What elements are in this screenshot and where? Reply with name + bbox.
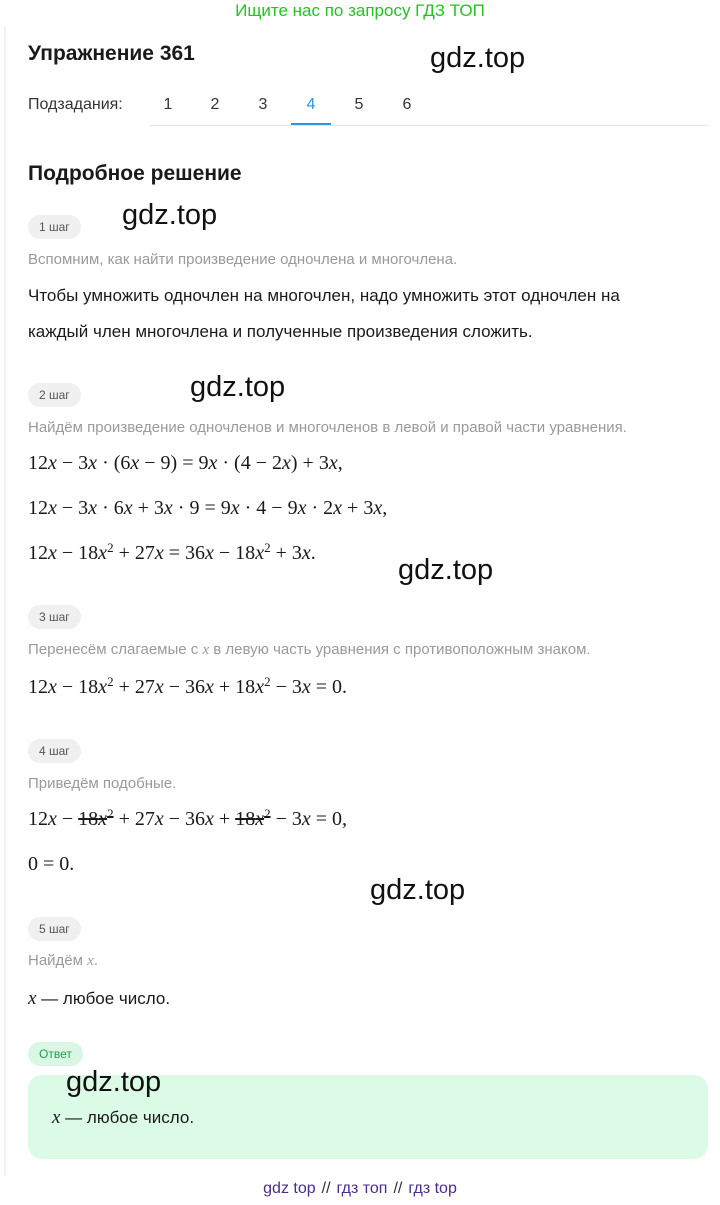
tab-subtask-1[interactable]: 1 <box>163 96 173 113</box>
step-1-hint: Вспомним, как найти произведение одночлена и многочлена. <box>28 251 458 268</box>
tab-subtask-4[interactable]: 4 <box>291 88 331 125</box>
footer-separator: // <box>393 1180 403 1197</box>
footer-link-gdz-top[interactable]: gdz top <box>263 1180 316 1197</box>
top-banner: Ищите нас по запросу ГДЗ ТОП <box>235 1 485 20</box>
footer-links <box>0 1180 720 1198</box>
tab-subtask-6[interactable]: 6 <box>402 96 412 113</box>
watermark: gdz.top <box>66 1066 162 1098</box>
footer-separator: // <box>321 1180 331 1197</box>
watermark: gdz.top <box>398 554 494 586</box>
exercise-title: Упражнение 361 <box>28 42 195 65</box>
tab-subtask-2[interactable]: 2 <box>210 96 220 113</box>
watermark: gdz.top <box>430 42 526 74</box>
answer-badge: Ответ <box>28 1042 83 1066</box>
step-4-equation-2: 0 = 0. <box>28 853 75 875</box>
step-1-badge: 1 шаг <box>28 215 81 239</box>
step-2-badge: 2 шаг <box>28 383 81 407</box>
watermark: gdz.top <box>370 874 466 906</box>
tab-subtask-3[interactable]: 3 <box>258 96 268 113</box>
step-3-hint: Перенесём слагаемые с x в левую часть уравнения с противоположным знаком. <box>28 641 591 658</box>
step-2-equation-2: 12x − 3x · 6x + 3x · 9 = 9x · 4 − 9x · 2x + 3x, <box>28 497 388 519</box>
tab-subtask-5[interactable]: 5 <box>354 96 364 113</box>
step-2-hint: Найдём произведение одночленов и многочленов в левой и правой части уравнения. <box>28 419 627 436</box>
subtasks-tabs <box>150 88 708 126</box>
answer-text: x — любое число. <box>52 1107 195 1128</box>
step-3-equation: $12x - 18x^2 + 27x - 36x + 18x^2 - 3x = 0$. <box>28 674 348 698</box>
step-5-badge: 5 шаг <box>28 917 81 941</box>
step-5-hint: Найдём x. <box>28 952 98 969</box>
watermark: gdz.top <box>122 199 218 231</box>
step-2-equation-3: $12x - 18x^2 + 27x = 36x - 18x^2 + 3x$. <box>28 540 316 564</box>
step-3-badge: 3 шаг <box>28 605 81 629</box>
step-2-equation-1: 12x − 3x · (6x − 9) = 9x · (4 − 2x) + 3x, <box>28 452 343 474</box>
step-5-result: x — любое число. <box>28 988 171 1009</box>
step-4-hint: Приведём подобные. <box>28 775 177 792</box>
solution-heading: Подробное решение <box>28 162 242 185</box>
step-1-text-line-1: Чтобы умножить одночлен на многочлен, надо умножить этот одночлен на <box>28 286 620 305</box>
subtasks-label: Подзадания: <box>28 96 123 113</box>
footer-link-gdz-top-mixed[interactable]: гдз top <box>408 1180 457 1197</box>
watermark: gdz.top <box>190 371 286 403</box>
step-4-badge: 4 шаг <box>28 739 81 763</box>
step-1-text-line-2: каждый член многочлена и полученные произведения сложить. <box>28 322 533 341</box>
step-4-equation-1: $12x - 18x^2 + 27x - 36x + 18x^2 - 3x = 0$, <box>28 806 348 830</box>
footer-link-gdz-top-ru[interactable]: гдз топ <box>336 1180 388 1197</box>
